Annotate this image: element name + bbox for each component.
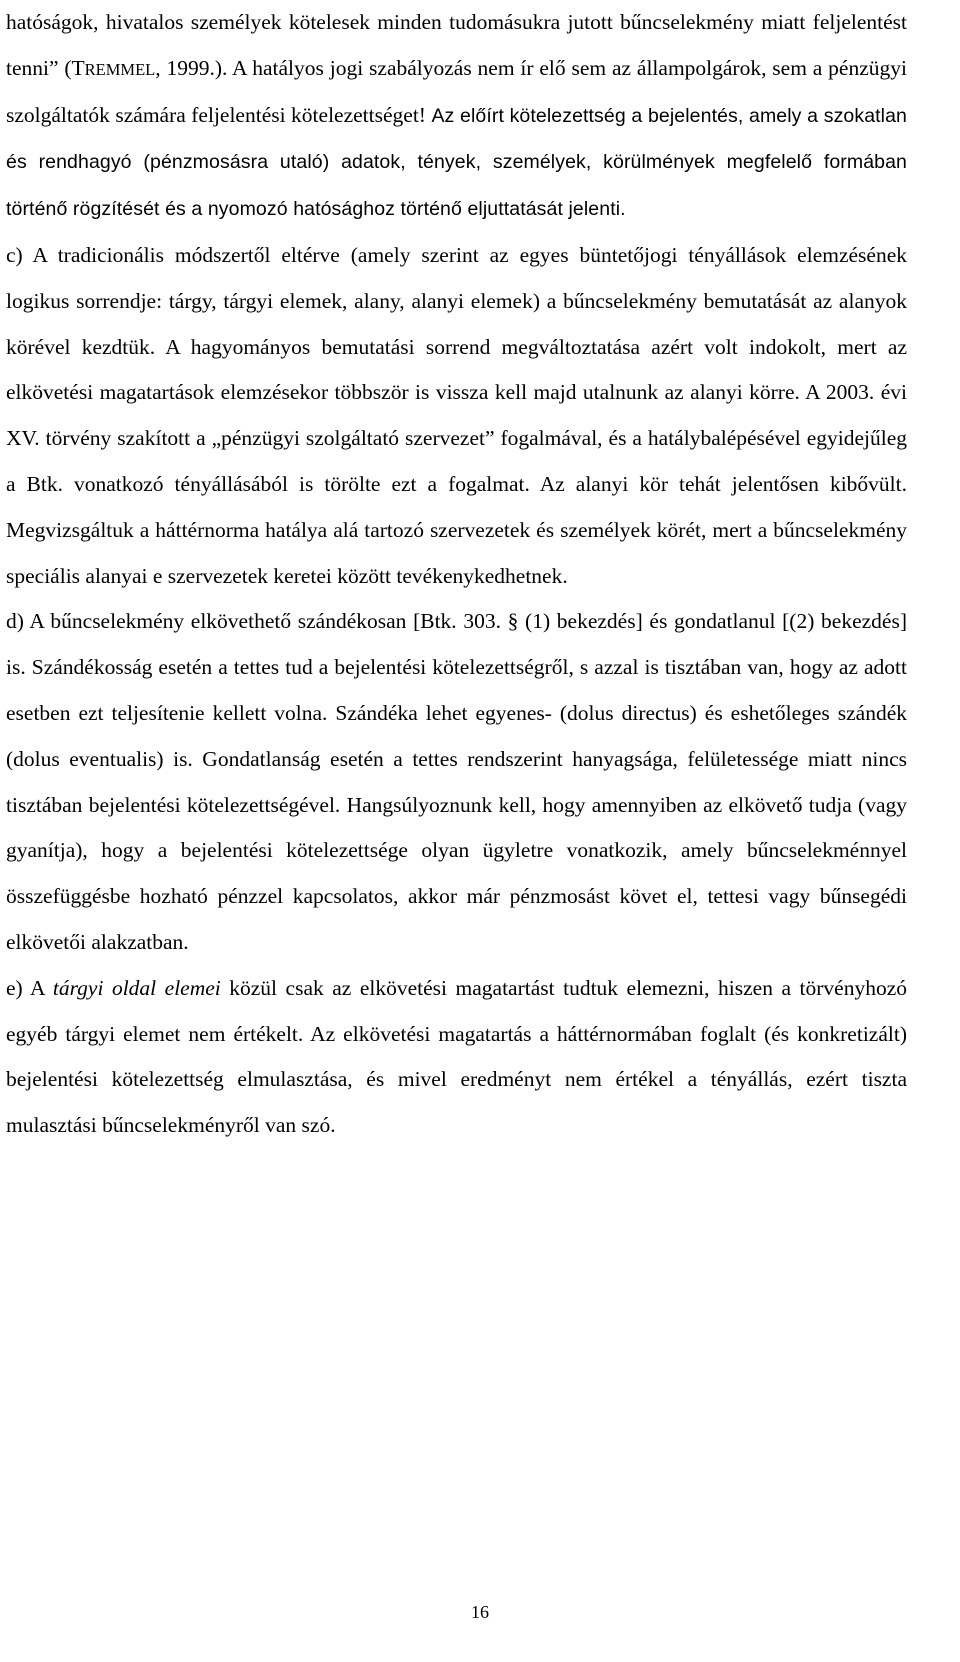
paragraph-d: d) A bűncselekmény elkövethető szándékosan [Btk. 303. § (1) bekezdés] és gondatlanul [(2) bekezdés] is. Szándékosság esetén a tettes tud a bejelentési kötelezettségről, s azzal is tisztában van, hogy az adott esetben ezt teljesítenie kellett volna. Szándéka lehet egyenes- (dolus directus) és eshetőleges szándék (dolus eventualis) is. Gondatlanság esetén a tettes rendszerint hanyagsága, felületessége miatt nincs tisztában bejelentési kötelezettségével. Hangsúlyoznunk kell, hogy amennyiben az elkövető tudja (vagy gyanítja), hogy a bejelentési kötelezettsége olyan ügyletre vonatkozik, amely bűncselekménnyel összefüggésbe hozható pénzzel kapcsolatos, akkor már pénzmosást követ el, tettesi vagy bűnsegédi elkövetői alakzatban. bbox=[6, 609, 907, 954]
paragraph-c: c) A tradicionális módszertől eltérve (amely szerint az egyes büntetőjogi tényállások elemzésének logikus sorrendje: tárgy, tárgyi elemek, alany, alanyi elemek) a bűncselekmény bemutatását az alanyok körével kezdtük. A hagyományos bemutatási sorrend megváltoztatása azért volt indokolt, mert az elkövetési magatartások elemzésekor többször is vissza kell majd utalnunk az alanyi körre. A 2003. évi XV. törvény szakított a „pénzügyi szolgáltató szervezet” fogalmával, és a hatálybalépésével egyidejűleg a Btk. vonatkozó tényállásából is törölte ezt a fogalmat. Az alanyi kör tehát jelentősen kibővült. Megvizsgáltuk a háttérnorma hatálya alá tartozó szervezetek és személyek körét, mert a bűncselekmény speciális alanyai e szervezetek keretei között tevékenykedhetnek. bbox=[6, 242, 907, 588]
paragraph-e-italic-term: tárgyi oldal elemei bbox=[52, 975, 221, 1000]
obligation-definition-text: Az előírt kötelezettség a bejelentés, amely a szokatlan és rendhagyó (pénzmosásra utaló) adatok, tények, személyek, körülmények megfelelő formában történő rögzítését és a nyomozó hatósághoz történő eljuttatását jelenti. bbox=[6, 104, 907, 221]
body-text bbox=[6, 0, 907, 1149]
paragraph-e bbox=[6, 966, 907, 1149]
paragraph-e-text: közül csak az elkövetési magatartást tudtuk elemezni, hiszen a törvényhozó egyéb tárgyi elemet nem értékelt. Az elkövetési magatartás a háttérnormában foglalt (és konkretizált) bejelentési kötelezettség elmulasztása, és mivel eredményt nem értékel a tényállás, ezért tiszta mulasztási bűncselekményről van szó. bbox=[6, 975, 907, 1138]
paragraph-reporting-obligation bbox=[6, 0, 907, 233]
paragraph-text: , 1999.). A hatályos jogi szabályozás nem ír elő sem az állampolgárok, sem a pénzügyi szolgáltatók számára feljelentési kötelezettséget! bbox=[6, 55, 907, 127]
author-name: REMMEL bbox=[84, 59, 156, 79]
paragraph-text: hatóságok, hivatalos személyek kötelesek minden tudomásukra jutott bűncselekmény miatt feljelentést tenni” (T bbox=[6, 10, 907, 80]
paragraph-e-prefix: e) A bbox=[6, 975, 53, 1000]
page-number: 16 bbox=[471, 1602, 489, 1622]
